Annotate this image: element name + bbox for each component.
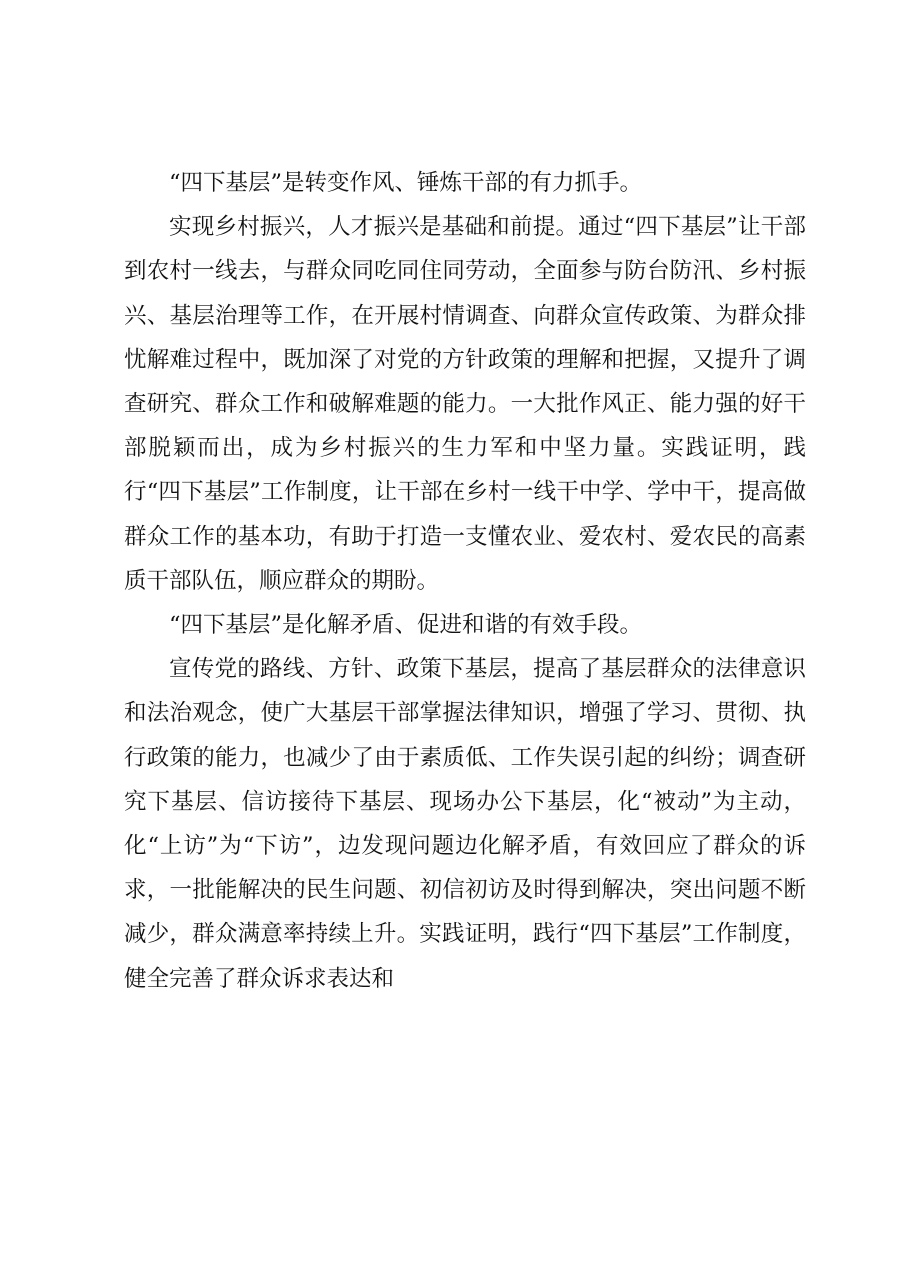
section-heading-paragraph: “四下基层”是化解矛盾、促进和谐的有效手段。: [169, 612, 643, 639]
document-body: [124, 161, 806, 1001]
section-heading-paragraph: “四下基层”是转变作风、锤炼干部的有力抓手。: [169, 170, 643, 196]
body-paragraph: 实现乡村振兴，人才振兴是基础和前提。通过“四下基层”让干部到农村一线去，与群众同吃同住同劳动，全面参与防台防汛、乡村振兴、基层治理等工作，在开展村情调查、向群众宣传政策、为群众排忧解难过程中，既加深了对党的方针政策的理解和把握，又提升了调查研究、群众工作和破解难题的能力。一大批作风正、能力强的好干部脱颖而出，成为乡村振兴的生力军和中坚力量。实践证明，践行“四下基层”工作制度，让干部在乡村一线干中学、学中干，提高做群众工作的基本功，有助于打造一支懂农业、爱农村、爱农民的高素质干部队伍，顺应群众的期盼。: [124, 214, 806, 594]
body-paragraph: 宣传党的路线、方针、政策下基层，提高了基层群众的法律意识和法治观念，使广大基层干部掌握法律知识，增强了学习、贯彻、执行政策的能力，也减少了由于素质低、工作失误引起的纠纷；调查研究下基层、信访接待下基层、现场办公下基层，化“被动”为主动，化“上访”为“下访”，边发现问题边化解矛盾，有效回应了群众的诉求，一批能解决的民生问题、初信初访及时得到解决，突出问题不断减少，群众满意率持续上升。实践证明，践行“四下基层”工作制度，健全完善了群众诉求表达和: [124, 656, 806, 992]
